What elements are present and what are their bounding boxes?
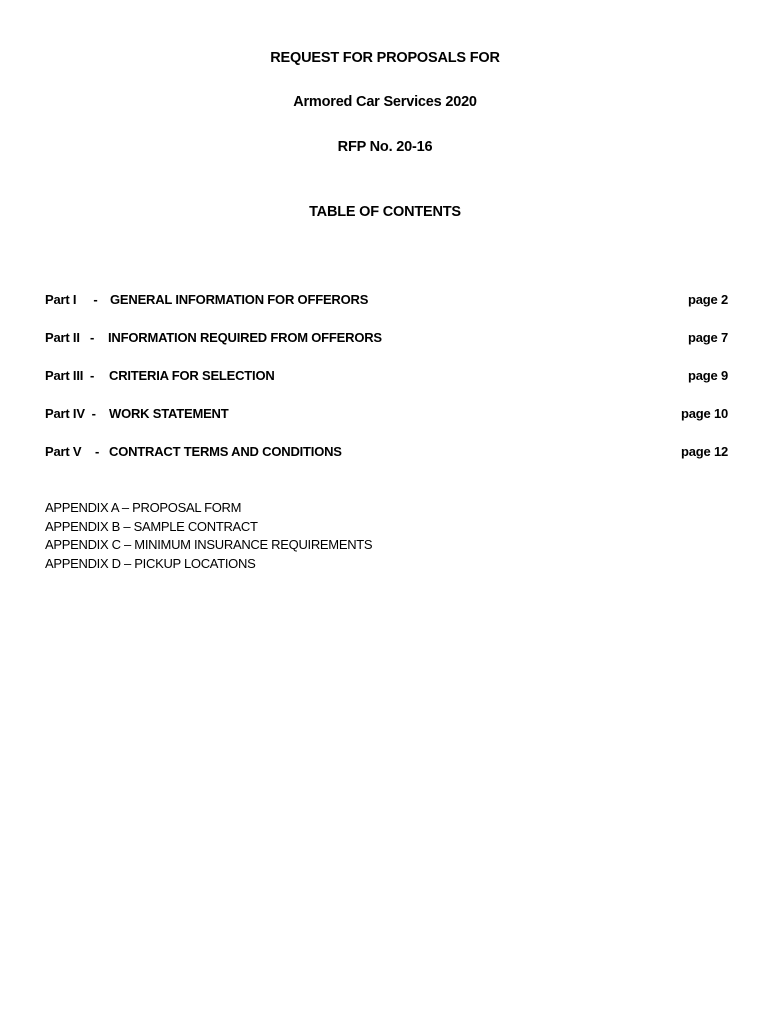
toc-page-ref: page 9: [688, 368, 728, 383]
toc-part-title: WORK STATEMENT: [109, 406, 229, 421]
toc-page-ref: page 2: [688, 292, 728, 307]
toc-part-title: CONTRACT TERMS AND CONDITIONS: [109, 444, 342, 459]
toc-part-label: Part V -: [45, 444, 100, 459]
toc-part-title: GENERAL INFORMATION FOR OFFERORS: [110, 292, 369, 307]
toc-row-part-3: [45, 368, 728, 386]
toc-part-label: Part III -: [45, 368, 95, 383]
toc-row-part-5: [45, 444, 728, 462]
toc-page-ref: page 10: [680, 406, 728, 421]
toc-part-label: Part II -: [45, 330, 95, 345]
toc-row-part-4: [45, 406, 728, 424]
appendix-item-c: APPENDIX C – MINIMUM INSURANCE REQUIREMENTS: [45, 537, 373, 552]
rfp-subject: Armored Car Services 2020: [293, 94, 477, 110]
rfp-number: RFP No. 20-16: [337, 139, 433, 155]
toc-part-title: INFORMATION REQUIRED FROM OFFERORS: [108, 330, 382, 345]
toc-row-part-2: [45, 330, 728, 348]
appendix-item-b: APPENDIX B – SAMPLE CONTRACT: [45, 518, 258, 534]
toc-part-label: Part IV -: [45, 406, 96, 421]
toc-part-label: Part I -: [45, 292, 98, 307]
rfp-heading: REQUEST FOR PROPOSALS FOR: [270, 50, 500, 66]
toc-page-ref: page 12: [680, 444, 728, 459]
toc-row-part-1: [45, 292, 728, 310]
toc-page-ref: page 7: [688, 330, 728, 345]
toc-heading: TABLE OF CONTENTS: [309, 204, 461, 220]
appendix-item-a: APPENDIX A – PROPOSAL FORM: [45, 500, 242, 515]
toc-part-title: CRITERIA FOR SELECTION: [109, 368, 275, 383]
appendix-item-d: APPENDIX D – PICKUP LOCATIONS: [45, 555, 256, 571]
appendix-list: [45, 499, 372, 573]
